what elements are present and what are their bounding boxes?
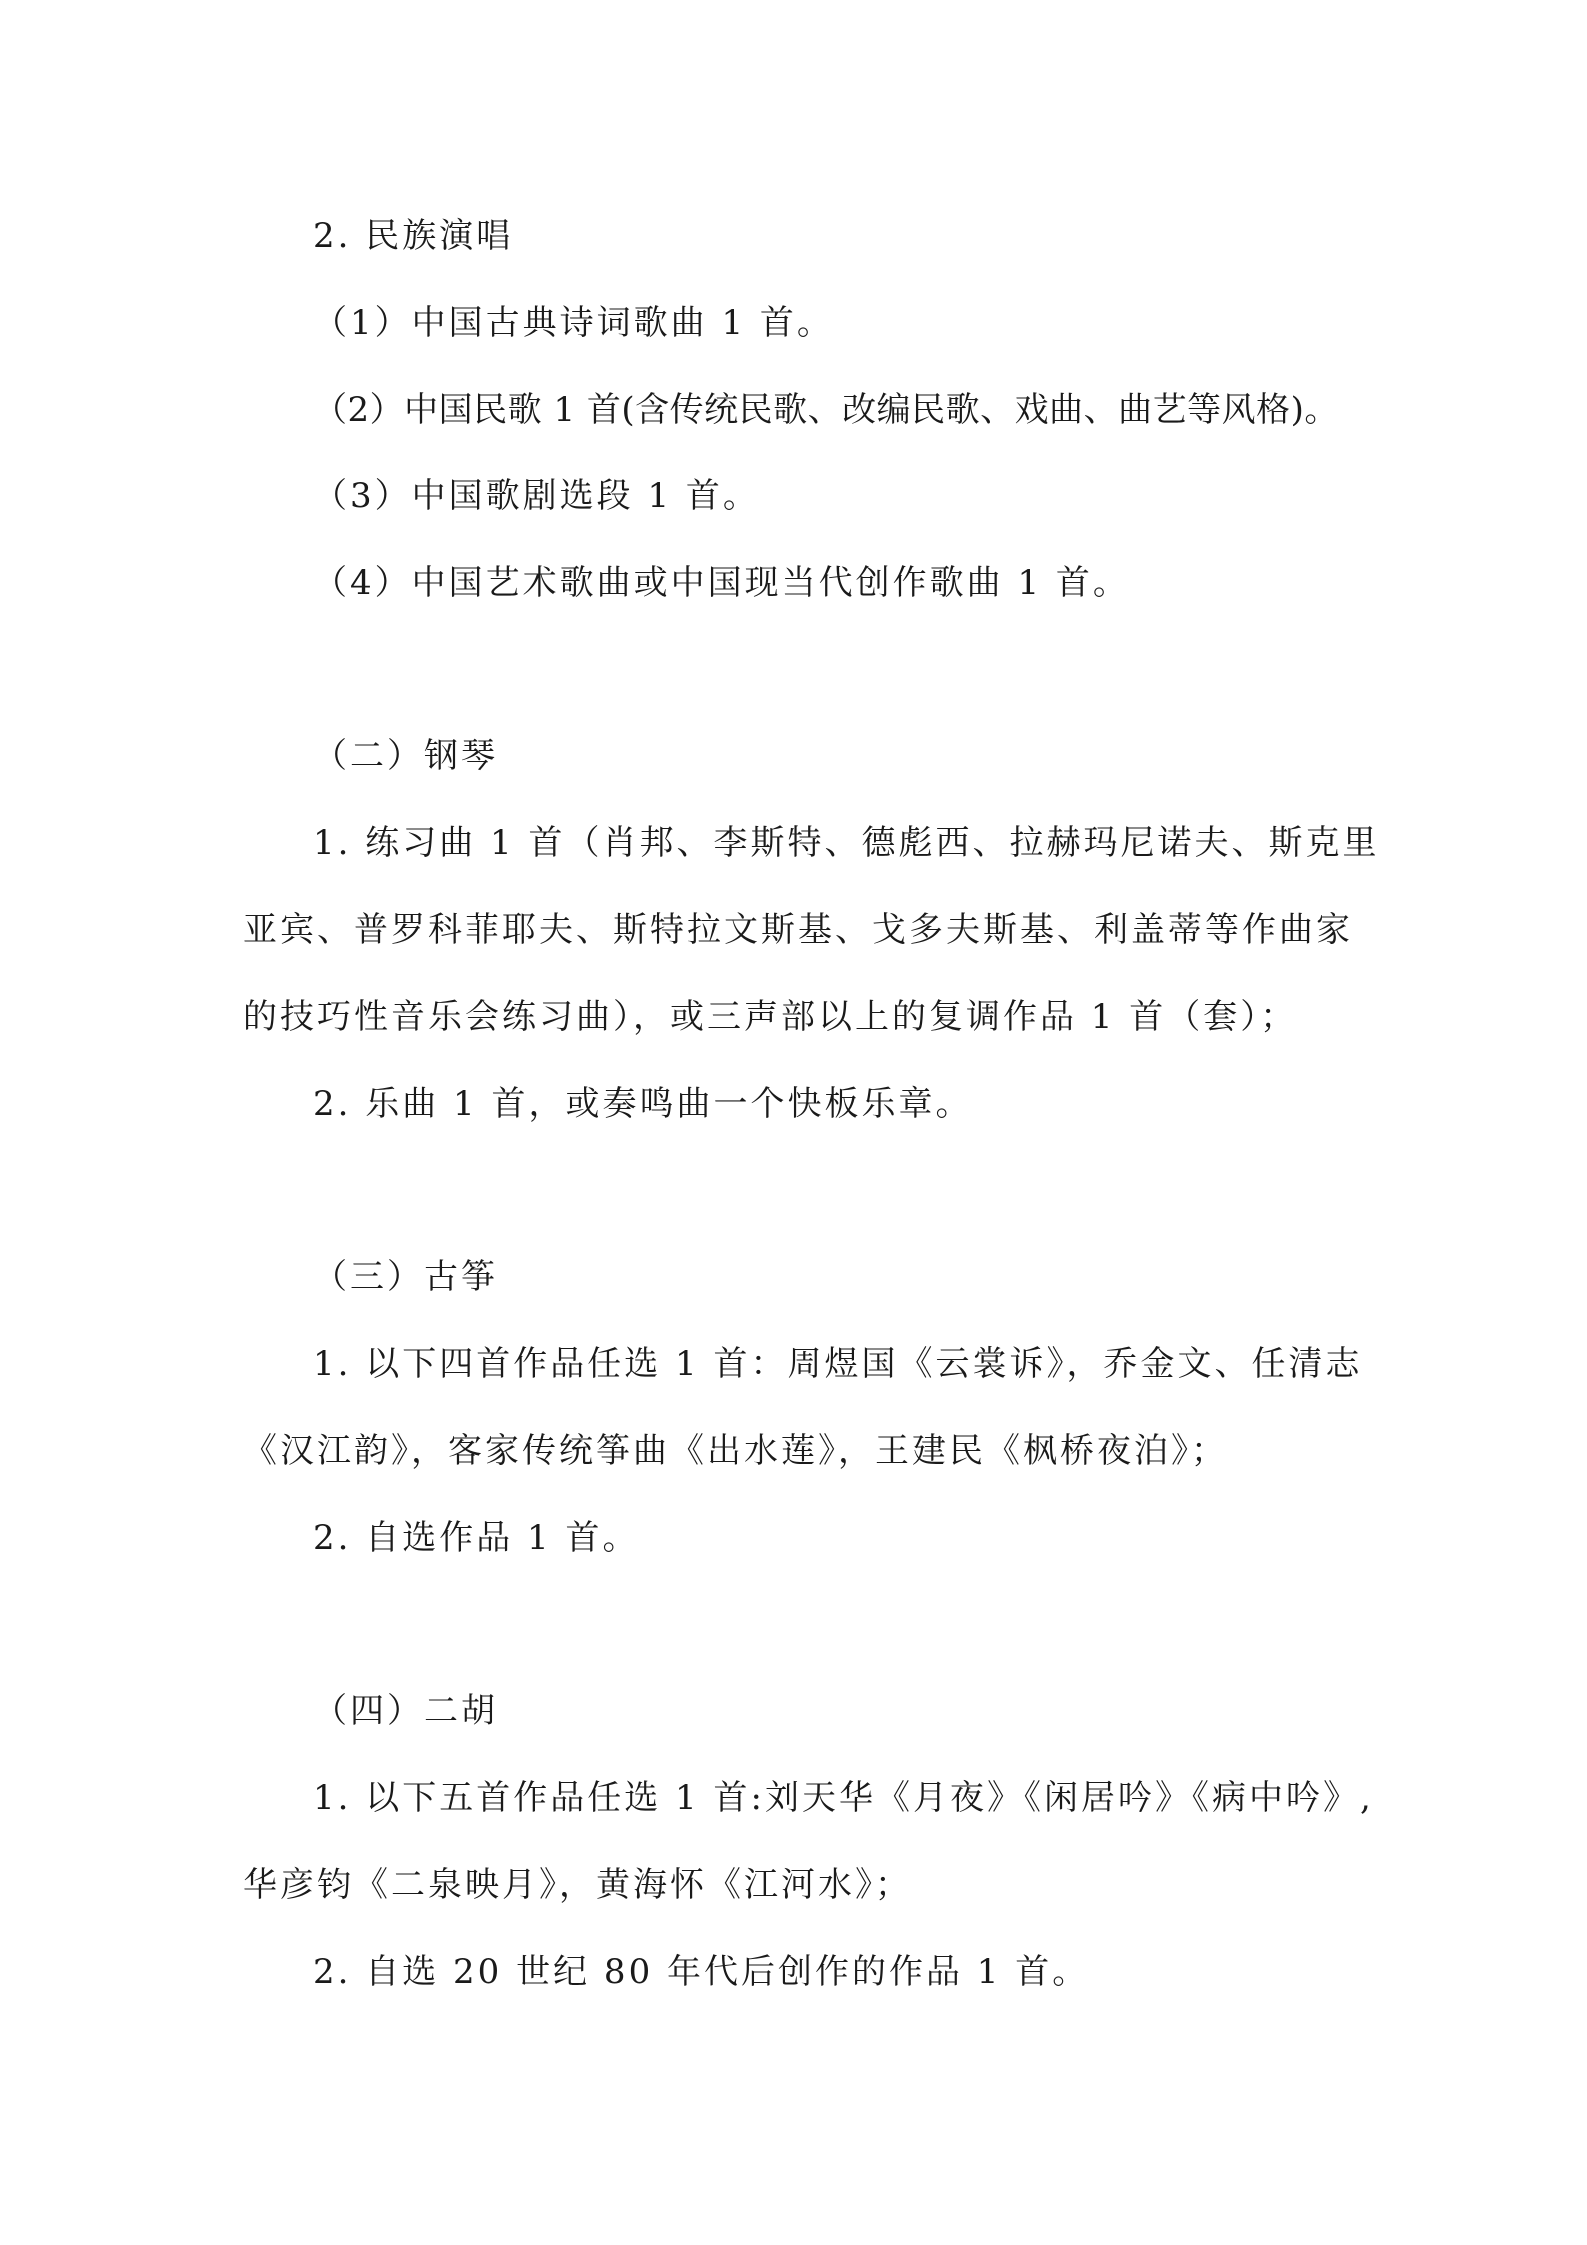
guzheng-item-1-line-1: 1. 以下四首作品任选 1 首：周煜国《云裳诉》，乔金文、任清志 [313,1344,1363,1384]
erhu-item-1-line-1: 1. 以下五首作品任选 1 首:刘天华《月夜》《闲居吟》《病中吟》, [313,1778,1374,1818]
piano-item-2: 2. 乐曲 1 首，或奏鸣曲一个快板乐章。 [313,1084,973,1124]
guzheng-item-1-line-2: 《汉江韵》，客家传统筝曲《出水莲》，王建民《枫桥夜泊》； [243,1431,1228,1471]
vocal-item-1: （1）中国古典诗词歌曲 1 首。 [313,303,834,343]
erhu-item-1-line-2: 华彦钧《二泉映月》，黄海怀《江河水》； [243,1865,912,1905]
piano-heading: （二）钢琴 [313,736,498,776]
guzheng-item-2: 2. 自选作品 1 首。 [313,1518,640,1558]
vocal-heading: 2. 民族演唱 [313,216,514,256]
guzheng-heading: （三）古筝 [313,1257,498,1297]
vocal-item-2: （2）中国民歌 1 首(含传统民歌、改编民歌、戏曲、曲艺等风格)。 [313,390,1339,430]
piano-item-1-line-1: 1. 练习曲 1 首（肖邦、李斯特、德彪西、拉赫玛尼诺夫、斯克里 [313,823,1380,863]
vocal-item-3: （3）中国歌剧选段 1 首。 [313,476,760,516]
erhu-heading: （四）二胡 [313,1691,498,1731]
piano-item-1-line-3: 的技巧性音乐会练习曲），或三声部以上的复调作品 1 首（套）； [243,997,1298,1037]
vocal-item-4: （4）中国艺术歌曲或中国现当代创作歌曲 1 首。 [313,563,1130,603]
erhu-item-2: 2. 自选 20 世纪 80 年代后创作的作品 1 首。 [313,1952,1090,1992]
piano-item-1-line-2: 亚宾、普罗科菲耶夫、斯特拉文斯基、戈多夫斯基、利盖蒂等作曲家 [243,910,1353,950]
